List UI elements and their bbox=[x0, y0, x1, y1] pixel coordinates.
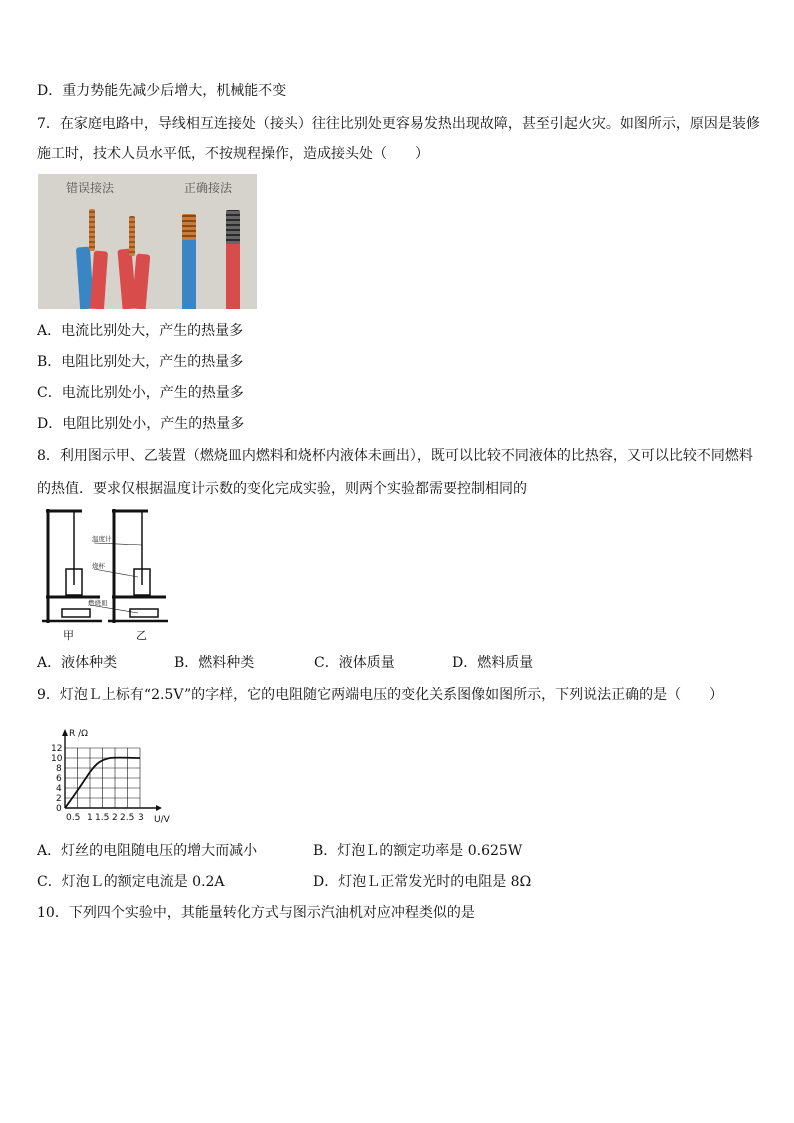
photo-label-wrong: 错误接法 bbox=[66, 181, 115, 195]
burner-yi bbox=[130, 609, 158, 617]
q8-stem-line2: 的热值．要求仅根据温度计示数的变化完成实验，则两个实验都需要控制相同的 bbox=[37, 481, 527, 497]
q6-option-d: D．重力势能先减少后增大，机械能不变 bbox=[37, 83, 287, 99]
blue-wire-right bbox=[182, 237, 196, 309]
q7-option-a: A．电流比别处大，产生的热量多 bbox=[37, 323, 244, 339]
q9-option-a: A．灯丝的电阻随电压的增大而减小 bbox=[37, 843, 258, 859]
xtick-1: 1 bbox=[87, 813, 93, 823]
twisted-copper-wrong-2 bbox=[129, 216, 135, 256]
copper-coil-right-1 bbox=[182, 214, 196, 240]
ytick-10: 10 bbox=[51, 754, 63, 764]
ytick-4: 4 bbox=[56, 784, 62, 794]
q8-option-d: D．燃料质量 bbox=[452, 655, 534, 671]
q8-option-a: A．液体种类 bbox=[37, 655, 118, 671]
q7-option-c: C．电流比别处小，产生的热量多 bbox=[37, 385, 244, 401]
q9-stem: 9．灯泡Ｌ上标有“2.5V”的字样，它的电阻随它两端电压的变化关系图像如图所示，下列说法正确的是（ ） bbox=[37, 687, 724, 703]
q8-option-b: B．燃料种类 bbox=[174, 655, 255, 671]
ytick-12: 12 bbox=[51, 744, 63, 754]
q8-option-c: C．液体质量 bbox=[314, 655, 395, 671]
burner-jia bbox=[62, 609, 90, 617]
y-axis-arrow bbox=[62, 729, 68, 736]
wire-connection-photo bbox=[38, 174, 257, 309]
q8-stem-line1: 8．利用图示甲、乙装置（燃烧皿内燃料和烧杯内液体未画出），既可以比较不同液体的比热容，又可以比较不同燃料 bbox=[37, 448, 753, 464]
twisted-copper-wrong-1 bbox=[89, 209, 95, 251]
solder-coil-right-2 bbox=[226, 210, 240, 244]
graph-xlabel: U/V bbox=[154, 815, 170, 825]
q7-option-d: D．电阻比别处小，产生的热量多 bbox=[37, 416, 245, 432]
q7-stem-line2: 施工时，技术人员水平低，不按规程操作，造成接头处（ ） bbox=[37, 146, 429, 162]
label-yi: 乙 bbox=[136, 629, 147, 642]
red-wire-wrong-1 bbox=[90, 251, 108, 309]
red-wire-wrong-3 bbox=[132, 253, 151, 309]
photo-label-right: 正确接法 bbox=[184, 181, 233, 195]
q9-option-d: D．灯泡Ｌ正常发光时的电阻是 8Ω bbox=[313, 874, 532, 890]
ytick-0: 0 bbox=[56, 804, 62, 814]
ytick-6: 6 bbox=[56, 774, 62, 784]
resistance-voltage-graph bbox=[38, 726, 178, 826]
xtick-2: 2 bbox=[112, 813, 118, 823]
label-thermometer: 温度计 bbox=[92, 535, 112, 543]
x-axis-arrow bbox=[156, 805, 162, 811]
q9-option-b: B．灯泡Ｌ的额定功率是 0.625W bbox=[313, 843, 523, 859]
red-wire-right bbox=[226, 237, 240, 309]
q7-option-b: B．电阻比别处大，产生的热量多 bbox=[37, 354, 244, 370]
label-burner: 燃烧皿 bbox=[88, 599, 108, 607]
q7-stem-line1: 7．在家庭电路中，导线相互连接处（接头）往往比别处更容易发热出现故障，甚至引起火灾。如图所示，原因是装修 bbox=[37, 116, 760, 132]
ytick-2: 2 bbox=[56, 794, 62, 804]
xtick-3: 3 bbox=[138, 813, 144, 823]
xtick-2.5: 2.5 bbox=[120, 813, 135, 823]
q9-option-c: C．灯泡Ｌ的额定电流是 0.2A bbox=[37, 874, 225, 890]
ytick-8: 8 bbox=[56, 764, 62, 774]
label-beaker: 烧杯 bbox=[92, 562, 105, 570]
graph-ylabel: R /Ω bbox=[69, 729, 89, 739]
label-jia: 甲 bbox=[63, 629, 74, 642]
heating-apparatus-diagram bbox=[38, 505, 178, 645]
xtick-0.5: 0.5 bbox=[66, 813, 81, 823]
xtick-1.5: 1.5 bbox=[95, 813, 110, 823]
q10-stem: 10．下列四个实验中，其能量转化方式与图示汽油机对应冲程类似的是 bbox=[37, 905, 475, 921]
